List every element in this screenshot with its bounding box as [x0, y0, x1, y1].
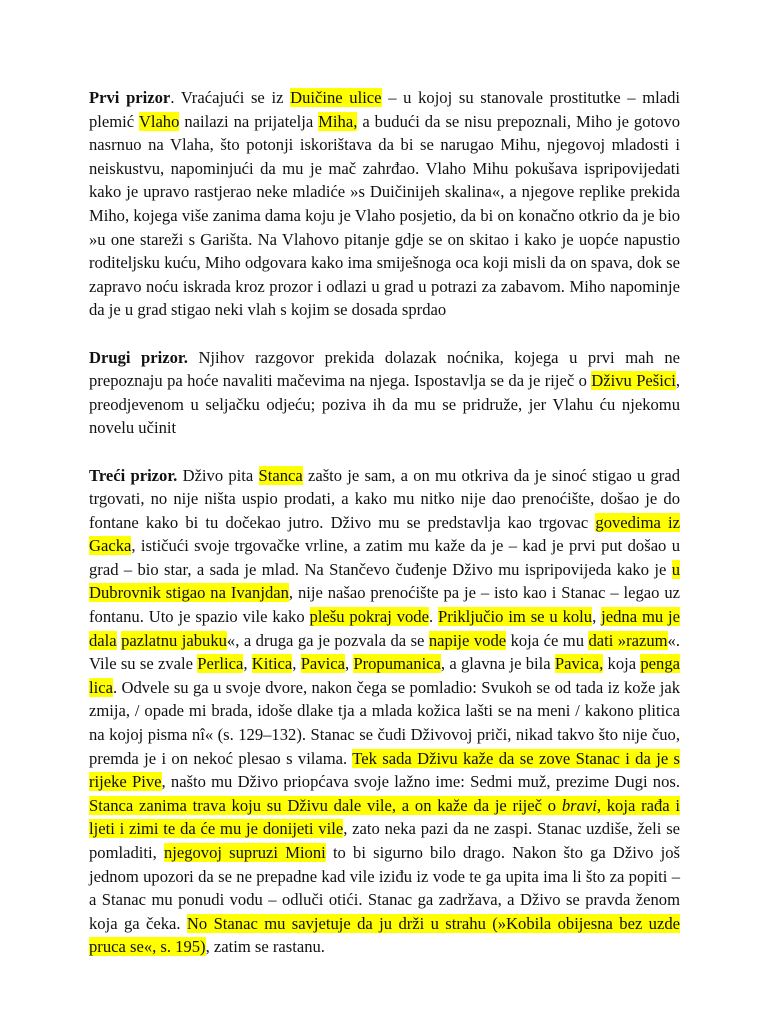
highlighted-text: penga lica	[89, 654, 680, 697]
highlighted-text: pazlatnu jabuku	[121, 630, 227, 650]
scene-heading: Prvi prizor	[89, 88, 171, 107]
highlighted-text: napije vode	[428, 630, 507, 650]
highlighted-text: Propumanica	[353, 654, 441, 674]
body-text: , preodjevenom u seljačku odjeću; poziva ih da mu se pridruže, jer Vlahu ću njekomu novelu učinit	[89, 371, 680, 438]
highlighted-text: , koja rađa i ljeti i zimi te da će mu je donijeti vile	[89, 795, 680, 839]
body-text: , zato neka pazi da ne zaspi. Stanac uzdiše, želi se pomladiti,	[89, 819, 681, 862]
body-text: Njihov razgovor prekida dolazak noćnika, kojega u prvi mah ne prepoznaju pa hoće navaliti mačevima na njega. Ispostavlja se da je riječ o	[89, 347, 680, 391]
body-text: «, a druga ga je pozvala da se	[226, 630, 429, 650]
body-text: ,	[243, 654, 252, 674]
highlighted-text: Tek sada Dživu kaže da se zove Stanac i da je s rijeke Pive	[89, 748, 680, 792]
body-text: nailazi na prijatelja	[179, 111, 319, 131]
body-text: , a glavna je bila	[440, 654, 555, 674]
highlighted-text: u Dubrovnik stigao na Ivanjdan	[89, 559, 680, 603]
body-text: ,	[344, 654, 354, 674]
highlighted-text: No Stanac mu savjetuje da ju drži u strahu (»Kobila obijesna bez uzde pruca se«, s. 195)	[89, 913, 681, 957]
paragraph-drugi	[89, 346, 680, 440]
document-body	[89, 86, 680, 983]
body-text: . Odvele su ga u svoje dvore, nakon čega se pomladio: Svukoh se od tada iz kože jak zmija, / opade mi brada, idoše dlake tja a mlada kožica lašti se na meni / kakono plitica na kojoj pisma nî« (s. 129–132). Stanac se čudi Dživovoj priči, nikad takvo što nije čuo, premda je i on nekoć plesao s vilama.	[89, 677, 680, 768]
body-text: , zatim se rastanu.	[205, 937, 325, 957]
body-text: .	[428, 607, 438, 627]
highlighted-text: Miha,	[318, 111, 358, 131]
body-text: ,	[292, 654, 301, 674]
body-text: ,	[592, 607, 602, 627]
highlighted-text: Pavica	[300, 654, 345, 674]
highlighted-text: bravi	[561, 795, 597, 815]
highlighted-text: plešu pokraj vode	[309, 607, 429, 627]
highlighted-text: Dživu Pešici	[591, 371, 676, 391]
highlighted-text: dati »razum	[588, 630, 668, 650]
highlighted-text: Priključio im se u kolu	[437, 607, 593, 627]
body-text: . Vraćajući se iz	[170, 88, 291, 107]
highlighted-text: jedna mu je dala	[89, 607, 680, 650]
highlighted-text: Kitica	[251, 654, 293, 674]
body-text: «. Vile su se zvale	[89, 630, 680, 674]
highlighted-text: Pavica,	[554, 654, 604, 674]
body-text: , našto mu Dživo priopćava svoje lažno ime: Sedmi muž, prezime Dugi nos.	[161, 772, 680, 792]
body-text: , ističući svoje trgovačke vrline, a zatim mu kaže da je – kad je prvi put došao u grad – bio star, a sada je mlad. Na Stančevo čuđenje Dživo mu ispripovijeda kako je	[89, 536, 680, 579]
highlighted-text: Vlaho	[138, 111, 180, 131]
body-text: koja će mu	[506, 630, 589, 650]
body-text: to bi sigurno bilo drago. Nakon što ga Dživo još jednom upozori da se ne prepadne kad vile iziđu iz vode te ga upita ima li što za popiti – a Stanac mu ponudi vodu – odluči otići. Stanac ga zadržava, a Dživo se pravda ženom koja ga čeka.	[89, 843, 681, 933]
paragraph-prvi	[89, 86, 680, 322]
body-text: a budući da se nisu prepoznali, Miho je gotovo nasrnuo na Vlaha, što potonji iskorištava da bi se narugao Mihu, njegovoj mladosti i neiskustvu, napominjući da mu je mač zahrđao. Vlaho Mihu pokušava ispripovijedati kako je upravo rastjerao neke mladiće »s Duičinijeh skalina«, a njegove replike prekida Miho, kojega više zanima dama koju je Vlaho posjetio, da bi on konačno otkrio da je bio »u one stareži s Garišta. Na Vlahovo pitanje gdje se on skitao i kako je uopće napustio roditeljsku kuću, Miho odgovara kako ima smiješnoga oca koji misli da on spava, dok se zapravo noću iskrada kroz prozor i odlazi u grad u potrazi za zabavom. Miho napominje da je u grad stigao neki vlah s kojim se dosada sprdao	[89, 111, 681, 320]
body-text: – u kojoj su stanovale prostitutke – mladi plemić	[89, 88, 680, 131]
body-text: Dživo pita	[177, 465, 259, 485]
highlighted-text: govedima iz Gacka	[89, 512, 680, 556]
highlighted-text: Stanca zanima trava koju su Dživu dale vile, a on kaže da je riječ o	[89, 795, 562, 815]
highlighted-text: Duičine ulice	[290, 88, 382, 107]
highlighted-text: Perlica	[197, 654, 244, 674]
paragraph-treci	[89, 464, 680, 959]
scene-heading: Drugi prizor.	[89, 347, 188, 367]
scene-heading: Treći prizor.	[89, 465, 178, 485]
body-text: koja	[603, 654, 641, 674]
body-text: zašto je sam, a on mu otkriva da je sinoć stigao u grad trgovati, no nije ništa uspio prodati, a kako mu nitko nije dao prenoćište, došao je do fontane kako bi tu dočekao jutro. Dživo mu se predstavlja kao trgovac	[89, 465, 680, 532]
highlighted-text: njegovoj supruzi Mioni	[163, 843, 326, 862]
body-text: , nije našao prenoćište pa je – isto kao i Stanac – legao uz fontanu. Uto je spazio vile kako	[89, 583, 680, 627]
highlighted-text: Stanca	[258, 465, 303, 485]
